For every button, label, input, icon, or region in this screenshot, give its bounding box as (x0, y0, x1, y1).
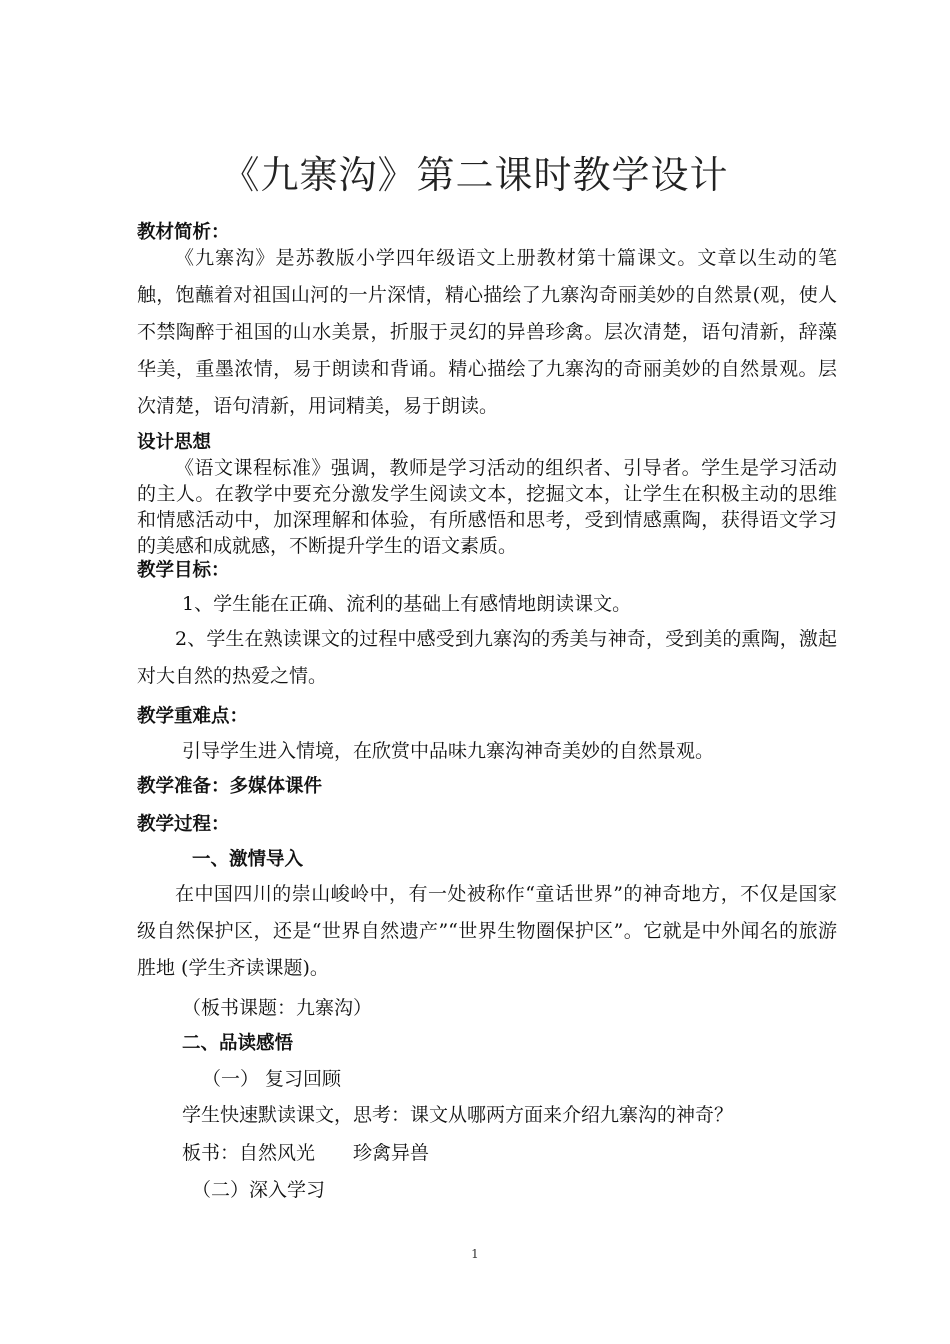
materials-paragraph (137, 240, 837, 425)
goals-heading: 教学目标： (137, 560, 230, 581)
design-paragraph (137, 455, 837, 559)
step-1-paragraph (137, 876, 837, 987)
sub-section-1-heading: （一） 复习回顾 (202, 1068, 342, 1090)
design-text: 《语文课程标准》强调，教师是学习活动的组织者、引导者。学生是学习活动的主人。在教学中要充分激发学生阅读文本，挖掘文本，让学生在积极主动的思维和情感活动中，加深理解和体验，有所感悟和思考，受到情感熏陶，获得语文学习的美感和成就感，不断提升学生的语文素质。 (137, 457, 837, 557)
key-points-heading: 教学重难点： (137, 706, 249, 727)
key-points-text: 引导学生进入情境，在欣赏中品味九寨沟神奇美妙的自然景观。 (182, 740, 715, 762)
blackboard-title: （板书课题：九寨沟） (182, 997, 373, 1019)
materials-heading: 教材简析： (137, 222, 230, 243)
preparation-heading: 教学准备：多媒体课件 (137, 776, 323, 797)
document-title: 《九寨沟》第二课时教学设计 (221, 153, 729, 197)
goal-2: 2、学生在熟读课文的过程中感受到九寨沟的秀美与神奇，受到美的熏陶，激起对大自然的热爱之情。 (137, 628, 837, 687)
step-1-text: 在中国四川的崇山峻岭中，有一处被称作“童话世界”的神奇地方，不仅是国家级自然保护区，还是“世界自然遗产”“世界生物圈保护区”。它就是中外闻名的旅游胜地 (学生齐读课题)。 (137, 883, 837, 979)
sub-section-1-text: 学生快速默读课文，思考：课文从哪两方面来介绍九寨沟的神奇？ (182, 1104, 734, 1126)
sub-section-2-heading: （二）深入学习 (192, 1179, 326, 1201)
goal-2-paragraph (137, 621, 837, 695)
step-2-heading: 二、品读感悟 (182, 1033, 294, 1054)
goal-1: 1、学生能在正确、流利的基础上有感情地朗读课文。 (182, 593, 632, 615)
blackboard-points: 板书：自然风光 珍禽异兽 (182, 1142, 430, 1164)
design-heading: 设计思想 (137, 432, 212, 453)
process-heading: 教学过程： (137, 814, 230, 835)
step-1-heading: 一、激情导入 (192, 849, 304, 870)
materials-text: 《九寨沟》是苏教版小学四年级语文上册教材第十篇课文。文章以生动的笔触，饱蘸着对祖国山河的一片深情，精心描绘了九寨沟奇丽美妙的自然景(观，使人不禁陶醉于祖国的山水美景，折服于灵幻的异兽珍禽。层次清楚，语句清新，辞藻华美，重墨浓情，易于朗读和背诵。精心描绘了九寨沟的奇丽美妙的自然景观。层次清楚，语句清新，用词精美，易于朗读。 (137, 247, 837, 417)
page-number: 1 (471, 1247, 479, 1261)
